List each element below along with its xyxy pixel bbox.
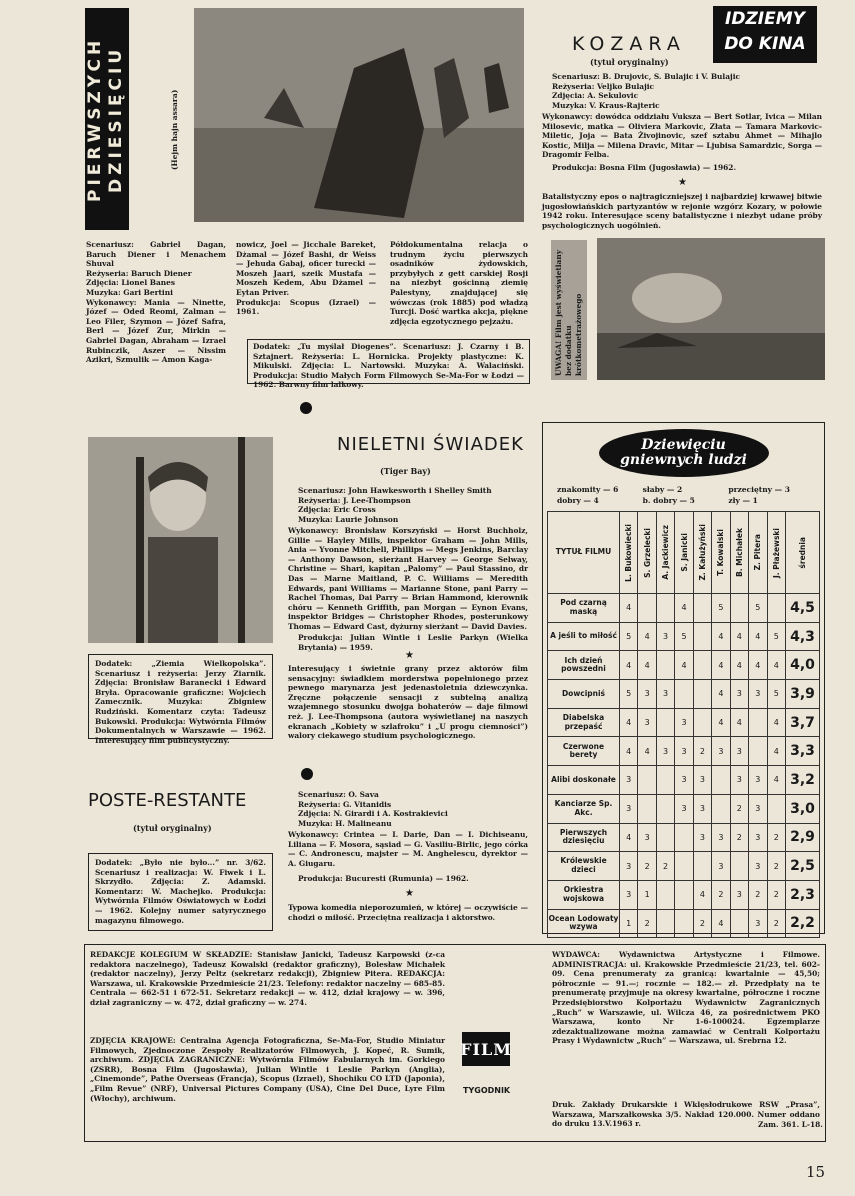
critic-name: S. Grzelecki [642,527,652,578]
score-cell: 2 [767,880,786,909]
photo-girl-behind-fence-image [88,437,273,643]
score-cell [749,737,767,766]
score-cell: 4 [749,622,767,651]
score-cell: 4 [767,766,786,795]
footer-editorial: REDAKCJE KOLEGIUM W SKŁADZIE: Stanisław Janicki, Tadeusz Karpowski (z-ca redaktora naczelnego), Tadeusz Kowalski (redaktor graficzny), Bolesław Michałek (redaktor naczelny), Jerzy Peltz (sekretarz redakcji), Zbigniew Pitera. REDAKCJA: Warszawa, ul. Krakowskie Przedmieście 21/23. Telefony: redaktor naczelny — 685-85. Centrala — 662-51 i 672-51. Sekretarz redakcji — w. 412, dział krajowy — w. 396, dział zagraniczny — w. 472, dział graficzny — w. 274. [90,950,445,1007]
nieletni-extra: Dodatek: „Ziemia Wielkopolska”. Scenariusz i reżyseria: Jerzy Ziarnik. Zdjęcia: Bronisław Baranecki i Edward Bryła. Opracowanie graficzne: Wojciech Zamecznik. Muzyka: Zbigniew Rudziński. Komentarz czyta: Tadeusz Bukowski. Produkcja: Wytwórnia Filmów Dokumentalnych w Warszawie — 1962. Interesujący film publicystyczny. [95,659,266,745]
star-separator: ★ [405,650,414,661]
score-cell: 4 [767,737,786,766]
film-title-cell: Kanciarze Sp. Akc. [548,794,620,823]
ratings-heading-badge [599,429,769,477]
score-cell: 3 [675,766,693,795]
score-cell [749,708,767,737]
uwaga-box [551,240,587,380]
score-cell: 4 [767,651,786,680]
score-cell: 3 [693,823,711,852]
film-title-cell: Diabelska przepaść [548,708,620,737]
score-cell: 4 [620,651,638,680]
score-cell: 3 [749,852,767,881]
photo-nieletni-swiadek [88,437,273,643]
nieletni-review: Interesujący i świetnie grany przez aktorów film sensacyjny: świadkiem morderstwa popełnionego przez pewnego marynarza jest jedenastoletnia dziewczynka. Zręczne połączenie sensacji z subtelną analizą wzajemnego stosunku dwojga bohaterów — daje filmowi reż. J. Lee-Thompsona (autora wyświetlanej na naszych ekranach „Kobiety w szlafroku” i „U progu ciemności”) walory ciekawego studium psychologicznego. [288,664,528,741]
score-cell [638,594,656,623]
critic-name: A. Jackiewicz [661,525,671,580]
banner-text: PIERWSZYCH DZIESIĘCIU [85,36,126,202]
score-cell: 2 [693,737,711,766]
ratings-panel [542,422,825,934]
average-cell: 2,2 [786,909,820,938]
score-cell: 3 [712,737,730,766]
score-cell [730,852,748,881]
nieletni-extra-box [88,654,273,745]
score-cell: 4 [675,594,693,623]
score-cell: 4 [749,651,767,680]
score-cell [693,594,711,623]
critic-name: T. Kowalski [716,529,726,576]
poste-extra: Dodatek: „Było nie było...” nr. 3/62. Scenariusz i realizacja: W. Fiwek i L. Skrzydło. Zdjęcia: Z. Adamski. Komentarz: W. Machejko. Produkcja: Wytwórnia Filmów Oświatowych w Łodzi — 1962. Kolejny numer satyrycznego magazynu filmowego. [95,858,266,925]
table-row [548,909,820,938]
film-title-cell: Pierwszych dziesięciu [548,823,620,852]
average-cell: 2,5 [786,852,820,881]
page-number: 15 [806,1163,826,1181]
critic-name: Z. Kałużyński [697,524,707,581]
critic-name: B. Michałek [734,528,744,577]
film-title-cell: Orkiestra wojskowa [548,880,620,909]
table-row [548,852,820,881]
score-cell: 3 [749,794,767,823]
ratings-table [547,511,820,938]
score-cell [656,823,674,852]
film-title-cell: Dowcipniś [548,680,620,709]
score-cell: 3 [749,766,767,795]
pierwszych-review: Półdokumentalna relacja o trudnym życiu pierwszych osadników żydowskich, przybyłych z gett carskiej Rosji na niezbyt gościnną ziemię Palestyny, znajdującej się wówczas (rok 1885) pod władzą Turcji. Dość wartka akcja, piękne zdjęcia egzotycznego pejzażu. [390,240,528,326]
score-cell: 2 [767,823,786,852]
logo-line2: DO KINA [724,34,806,54]
score-cell: 2 [638,909,656,938]
film-logo [462,1032,510,1066]
pierwszych-extra: Dodatek: „Tu myślał Diogenes”. Scenariusz: J. Czarny i B. Sztajnert. Reżyseria: L. Hornicka. Projekty plastyczne: K. Mikulski. Zdjęcia: L. Nartowski. Muzyka: A. Walaciński. Produkcja: Studio Małych Form Filmowych Se-Ma-For w Łodzi — 1962. Barwny film lalkowy. [253,342,524,390]
footer-photos: ZDJĘCIA KRAJOWE: Centralna Agencja Fotograficzna, Se-Ma-For, Studio Miniatur Filmowych, Zjednoczone Zespoły Realizatorów Filmowych, J. Kopeć, R. Sumik, archiwum. ZDJĘCIA ZAGRANICZNE: Wytwórnia Filmów Fabularnych im. Gorkiego (ZSRR), Bosna Film (Jugosławia), Julian Wintle i Leslie Parkyn (Anglia), „Cinemonde”, Pathe Overseas (Francja), Scopus (Izrael), Shochiku CO LTD (Japonia), „Film Revue” (NRF), Universal Pictures Company (USA), Cine Del Duce, Lyre Film (Włochy), archiwum. [90,1036,445,1103]
kozara-cast: Wykonawcy: dowódca oddziału Vuksza — Bert Sotlar, Ivica — Milan Milosevic, matka — Oliviera Markovic, Złata — Tamara Markovic-Miletic, Joja — Bata Żivojinovic, szef sztabu Ahmet — Mihajlo Kostic, Milja — Milena Dravic, Mitar — Ljubisa Samardzic, Sorga — Dragomir Felba. [542,112,822,160]
score-cell: 4 [712,622,730,651]
score-cell: 3 [712,823,730,852]
critic-header-cell [620,512,638,594]
nieletni-title: NIELETNI ŚWIADEK [337,434,524,455]
footer-printer: Druk. Zakłady Drukarskie i Wklęsłodrukowe RSW „Prasa”, Warszawa, Marszałkowska 3/5. Nakład 120.000. Numer oddano do druku 13.V.1963 r. [552,1100,820,1129]
ratings-heading: Dziewięciu gniewnych ludzi [620,437,747,468]
poste-credits: Scenariusz: O. Sava Reżyseria: G. Vitanidis Zdjęcia: N. Girardi i A. Kostrakievici Muzyka: H. Malineanu [298,790,448,828]
pierwszych-credits-col2: nowicz, Joel — Jicchale Bareket, Dżamal — Józef Bashi, dr Weiss — Jehuda Gabaj, oficer turecki — Moszeh Jaari, szeik Mustafa — Moszeh Kedem, Abu Dżamel — Eytan Priver. Produkcja: Scopus (Izrael) — 1961. [236,240,376,317]
legend-item: znakomity — 6 [557,485,619,494]
nieletni-subtitle: (Tiger Bay) [380,466,431,476]
table-row [548,708,820,737]
score-cell [656,766,674,795]
score-cell: 4 [693,880,711,909]
score-cell: 2 [656,852,674,881]
average-cell: 4,5 [786,594,820,623]
score-cell [693,651,711,680]
score-cell: 2 [767,852,786,881]
score-cell: 4 [712,708,730,737]
score-cell [656,880,674,909]
photo-pierwszych-dziesieciu [194,8,524,222]
poste-subtitle: (tytuł oryginalny) [133,823,212,833]
score-cell [656,708,674,737]
score-cell: 1 [638,880,656,909]
score-cell: 3 [675,708,693,737]
nieletni-cast: Wykonawcy: Bronisław Korszyński — Horst Buchholz, Gillie — Hayley Mills, inspektor Graham — John Mills, Ania — Yvonne Mitchell, Phillips — Megs Jenkins, Barclay — Anthony Dawson, sierżant Harvey — George Selway, Christine — Shari, kapitan „Palomy” — Paul Stassino, dr Das — Marne Maitland, P. C. Williams — Meredith Edwards, pani Williams — Marianne Stone, pani Parry — Rachel Thomas, Dai Parry — Brian Hammond, kierownik chóru — Kenneth Griffith, pan Morgan — Eynon Evans, inspektor Bridges — Christopher Rhodes, posterunkowy Thomas — Edward Cast, dyżurny sierżant — David Davies. [288,526,528,631]
average-cell: 2,3 [786,880,820,909]
score-cell [638,766,656,795]
table-row [548,651,820,680]
legend-item: dobry — 4 [557,496,599,505]
critic-header-cell [675,512,693,594]
legend-item: przeciętny — 3 [728,485,790,494]
score-cell: 2 [638,852,656,881]
vertical-banner [85,8,129,230]
average-cell: 3,9 [786,680,820,709]
film-logo-text: FILM [460,1039,512,1059]
score-cell [656,909,674,938]
score-cell [730,594,748,623]
star-separator: ★ [405,888,414,899]
score-cell: 4 [712,680,730,709]
average-cell: 3,7 [786,708,820,737]
ratings-legend [557,485,814,505]
banner-caption: (Hejm hajn assara) [170,89,179,170]
footer-publisher: WYDAWCA: Wydawnictwa Artystyczne i Filmowe. ADMINISTRACJA: ul. Krakowskie Przedmieście 21/23, tel. 602-09. Cena prenumeraty za granicą: kwartalnie — 45,50; półrocznie — 91.—; rocznie — 182.— zł. Przedpłaty na te prenumeratę przyjmuje na okresy kwartalne, półroczne i roczne Przedsiębiorstwo Kolportażu Wydawnictw Zagranicznych „Ruch” w Warszawie, ul. Wilcza 46, za pośrednictwem PKO Warszawa, konto Nr 1-6-100024. Egzemplarze zdezaktualizowane można zamawiać w Centrali Kolportażu Prasy i Wydawnictw „Ruch” — Warszawa, ul. Srebrna 12. [552,950,820,1046]
table-row [548,766,820,795]
title-header-cell: TYTUŁ FILMU [548,512,620,594]
critic-header-cell [749,512,767,594]
score-cell [638,794,656,823]
score-cell: 4 [730,651,748,680]
score-cell: 4 [638,622,656,651]
score-cell: 4 [620,708,638,737]
critic-header-cell [786,512,820,594]
score-cell: 2 [712,880,730,909]
score-cell: 3 [620,794,638,823]
score-cell: 3 [656,737,674,766]
score-cell: 2 [767,909,786,938]
score-cell [656,594,674,623]
score-cell [675,909,693,938]
uwaga-text: UWAGA! Film jest wyświetlany bez dodatku krótkometrażowego [554,249,583,376]
table-row [548,823,820,852]
score-cell [730,909,748,938]
nieletni-credits: Scenariusz: John Hawkesworth i Shelley Smith Reżyseria: J. Lee-Thompson Zdjęcia: Eric Cross Muzyka: Laurie Johnson [298,486,492,524]
score-cell: 3 [656,680,674,709]
score-cell: 3 [749,909,767,938]
score-cell [675,823,693,852]
score-cell: 3 [693,766,711,795]
score-cell: 3 [638,680,656,709]
poste-cast: Wykonawcy: Crintea — I. Darie, Dan — I. Dichiseanu, Liliana — F. Mosora, sąsiad — G. Vasiliu-Birlic, jego córka — C. Andronescu, majster — M. Anghelescu, dyrektor — A. Giugaru. [288,830,528,868]
film-title-cell: Pod czarną maską [548,594,620,623]
score-cell: 1 [620,909,638,938]
critic-name: średnia [798,536,807,569]
score-cell: 4 [712,651,730,680]
critic-name: J. Płażewski [771,527,781,578]
pierwszych-credits-col1: Scenariusz: Gabriel Dagan, Baruch Diener i Menachem Shuval Reżyseria: Baruch Diener Zdjęcia: Lionel Banes Muzyka: Gari Bertini Wykonawcy: Mania — Ninette, Józef — Oded Reomi, Zalman — Leo Filer, Szymon — Józef Safra, Berl — Józef Zur, Mirkin — Gabriel Dagan, Abraham — Izrael Rubinczik, Aszer — Nissim Azikri, Szmulik — Amon Kaga- [86,240,226,365]
score-cell: 3 [730,880,748,909]
score-cell: 4 [675,651,693,680]
average-cell: 4,3 [786,622,820,651]
score-cell: 4 [638,651,656,680]
poste-extra-box [88,853,273,931]
score-cell: 3 [620,880,638,909]
film-title-cell: Ich dzień powszedni [548,651,620,680]
average-cell: 2,9 [786,823,820,852]
critic-header-cell [730,512,748,594]
critic-name: S. Janicki [679,533,689,572]
score-cell: 3 [638,823,656,852]
legend-item: zły — 1 [728,496,758,505]
legend-item: słaby — 2 [642,485,683,494]
score-cell [675,680,693,709]
score-cell: 2 [730,823,748,852]
bullet-separator [301,768,313,780]
photo-riders-image [194,8,524,222]
table-row [548,680,820,709]
score-cell [712,766,730,795]
table-row [548,737,820,766]
kozara-credits: Scenariusz: B. Drujovic, S. Bulajic i V. Bulajic Reżyseria: Veljko Bulajic Zdjęcia: A. Sekulovic Muzyka: V. Kraus-Rajteric [552,72,741,110]
score-cell: 5 [620,622,638,651]
average-cell: 4,0 [786,651,820,680]
kozara-title: KOZARA [572,33,686,55]
star-separator: ★ [678,177,687,188]
nieletni-production: Produkcja: Julian Wintle i Leslie Parkyn (Wielka Brytania) — 1959. [298,633,528,652]
score-cell: 4 [767,708,786,737]
score-cell: 5 [767,622,786,651]
score-cell: 5 [620,680,638,709]
score-cell: 3 [749,823,767,852]
score-cell: 2 [730,794,748,823]
photo-kozara [597,238,825,380]
score-cell [693,852,711,881]
score-cell: 3 [620,766,638,795]
film-title-cell: Królewskie dzieci [548,852,620,881]
table-row [548,594,820,623]
score-cell: 4 [620,594,638,623]
idziemy-do-kina-logo [713,6,817,63]
critic-header-cell [656,512,674,594]
score-cell: 4 [620,737,638,766]
score-cell [712,794,730,823]
score-cell: 3 [730,766,748,795]
score-cell [767,794,786,823]
score-cell: 3 [656,622,674,651]
score-cell: 2 [693,909,711,938]
score-cell: 4 [712,909,730,938]
score-cell: 5 [749,594,767,623]
score-cell [693,708,711,737]
score-cell: 3 [730,737,748,766]
tygodnik-label: TYGODNIK [463,1086,511,1095]
score-cell: 3 [712,852,730,881]
score-cell: 3 [638,708,656,737]
score-cell: 4 [730,708,748,737]
score-cell: 3 [693,794,711,823]
critic-header-cell [712,512,730,594]
score-cell: 2 [749,880,767,909]
score-cell [675,880,693,909]
score-cell: 3 [675,737,693,766]
score-cell [675,852,693,881]
critic-header-cell [638,512,656,594]
critic-name: Z. Pitera [753,534,763,571]
film-title-cell: Alibi doskonałe [548,766,620,795]
kozara-production: Produkcja: Bosna Film (Jugosławia) — 1962. [552,163,737,172]
score-cell [656,651,674,680]
score-cell [693,680,711,709]
pierwszych-extra-box [247,339,530,390]
film-title-cell: A jeśli to miłość [548,622,620,651]
score-cell: 4 [638,737,656,766]
score-cell [693,622,711,651]
table-row [548,880,820,909]
score-cell [656,794,674,823]
poste-production: Produkcja: Bucuresti (Rumunia) — 1962. [298,874,469,883]
kozara-subtitle: (tytuł oryginalny) [590,57,669,67]
poste-title: POSTE-RESTANTE [88,790,247,811]
score-cell [767,594,786,623]
score-cell: 5 [675,622,693,651]
legend-item: b. dobry — 5 [642,496,695,505]
average-cell: 3,2 [786,766,820,795]
film-title-cell: Czerwone berety [548,737,620,766]
table-row [548,622,820,651]
average-cell: 3,0 [786,794,820,823]
film-title-cell: Ocean Lodowaty wzywa [548,909,620,938]
photo-battlefield-image [597,238,825,380]
score-cell: 3 [675,794,693,823]
score-cell: 5 [712,594,730,623]
score-cell: 3 [749,680,767,709]
score-cell: 3 [730,680,748,709]
poste-review: Typowa komedia nieporozumień, w której — oczywiście — chodzi o miłość. Przeciętna realizacja i aktorstwo. [288,903,528,922]
logo-line1: IDZIEMY [725,9,805,29]
kozara-review: Batalistyczny epos o najtragiczniejszej i najbardziej krwawej bitwie jugosłowiańskich partyzantów w rejonie wzgórz Kozary, w połowie 1942 roku. Interesujące sceny batalistyczne i niezbyt udane próby psychologicznych uogólnień. [542,192,822,230]
average-cell: 3,3 [786,737,820,766]
score-cell: 4 [730,622,748,651]
footer-order: Zam. 361. L-18. [758,1120,823,1129]
score-cell: 3 [620,852,638,881]
score-cell: 5 [767,680,786,709]
critic-header-cell [693,512,711,594]
critic-header-cell [767,512,786,594]
critic-name: L. Bukowiecki [624,523,634,582]
table-row [548,794,820,823]
bullet-separator [300,402,312,414]
score-cell: 4 [620,823,638,852]
ratings-header-row [548,512,820,594]
